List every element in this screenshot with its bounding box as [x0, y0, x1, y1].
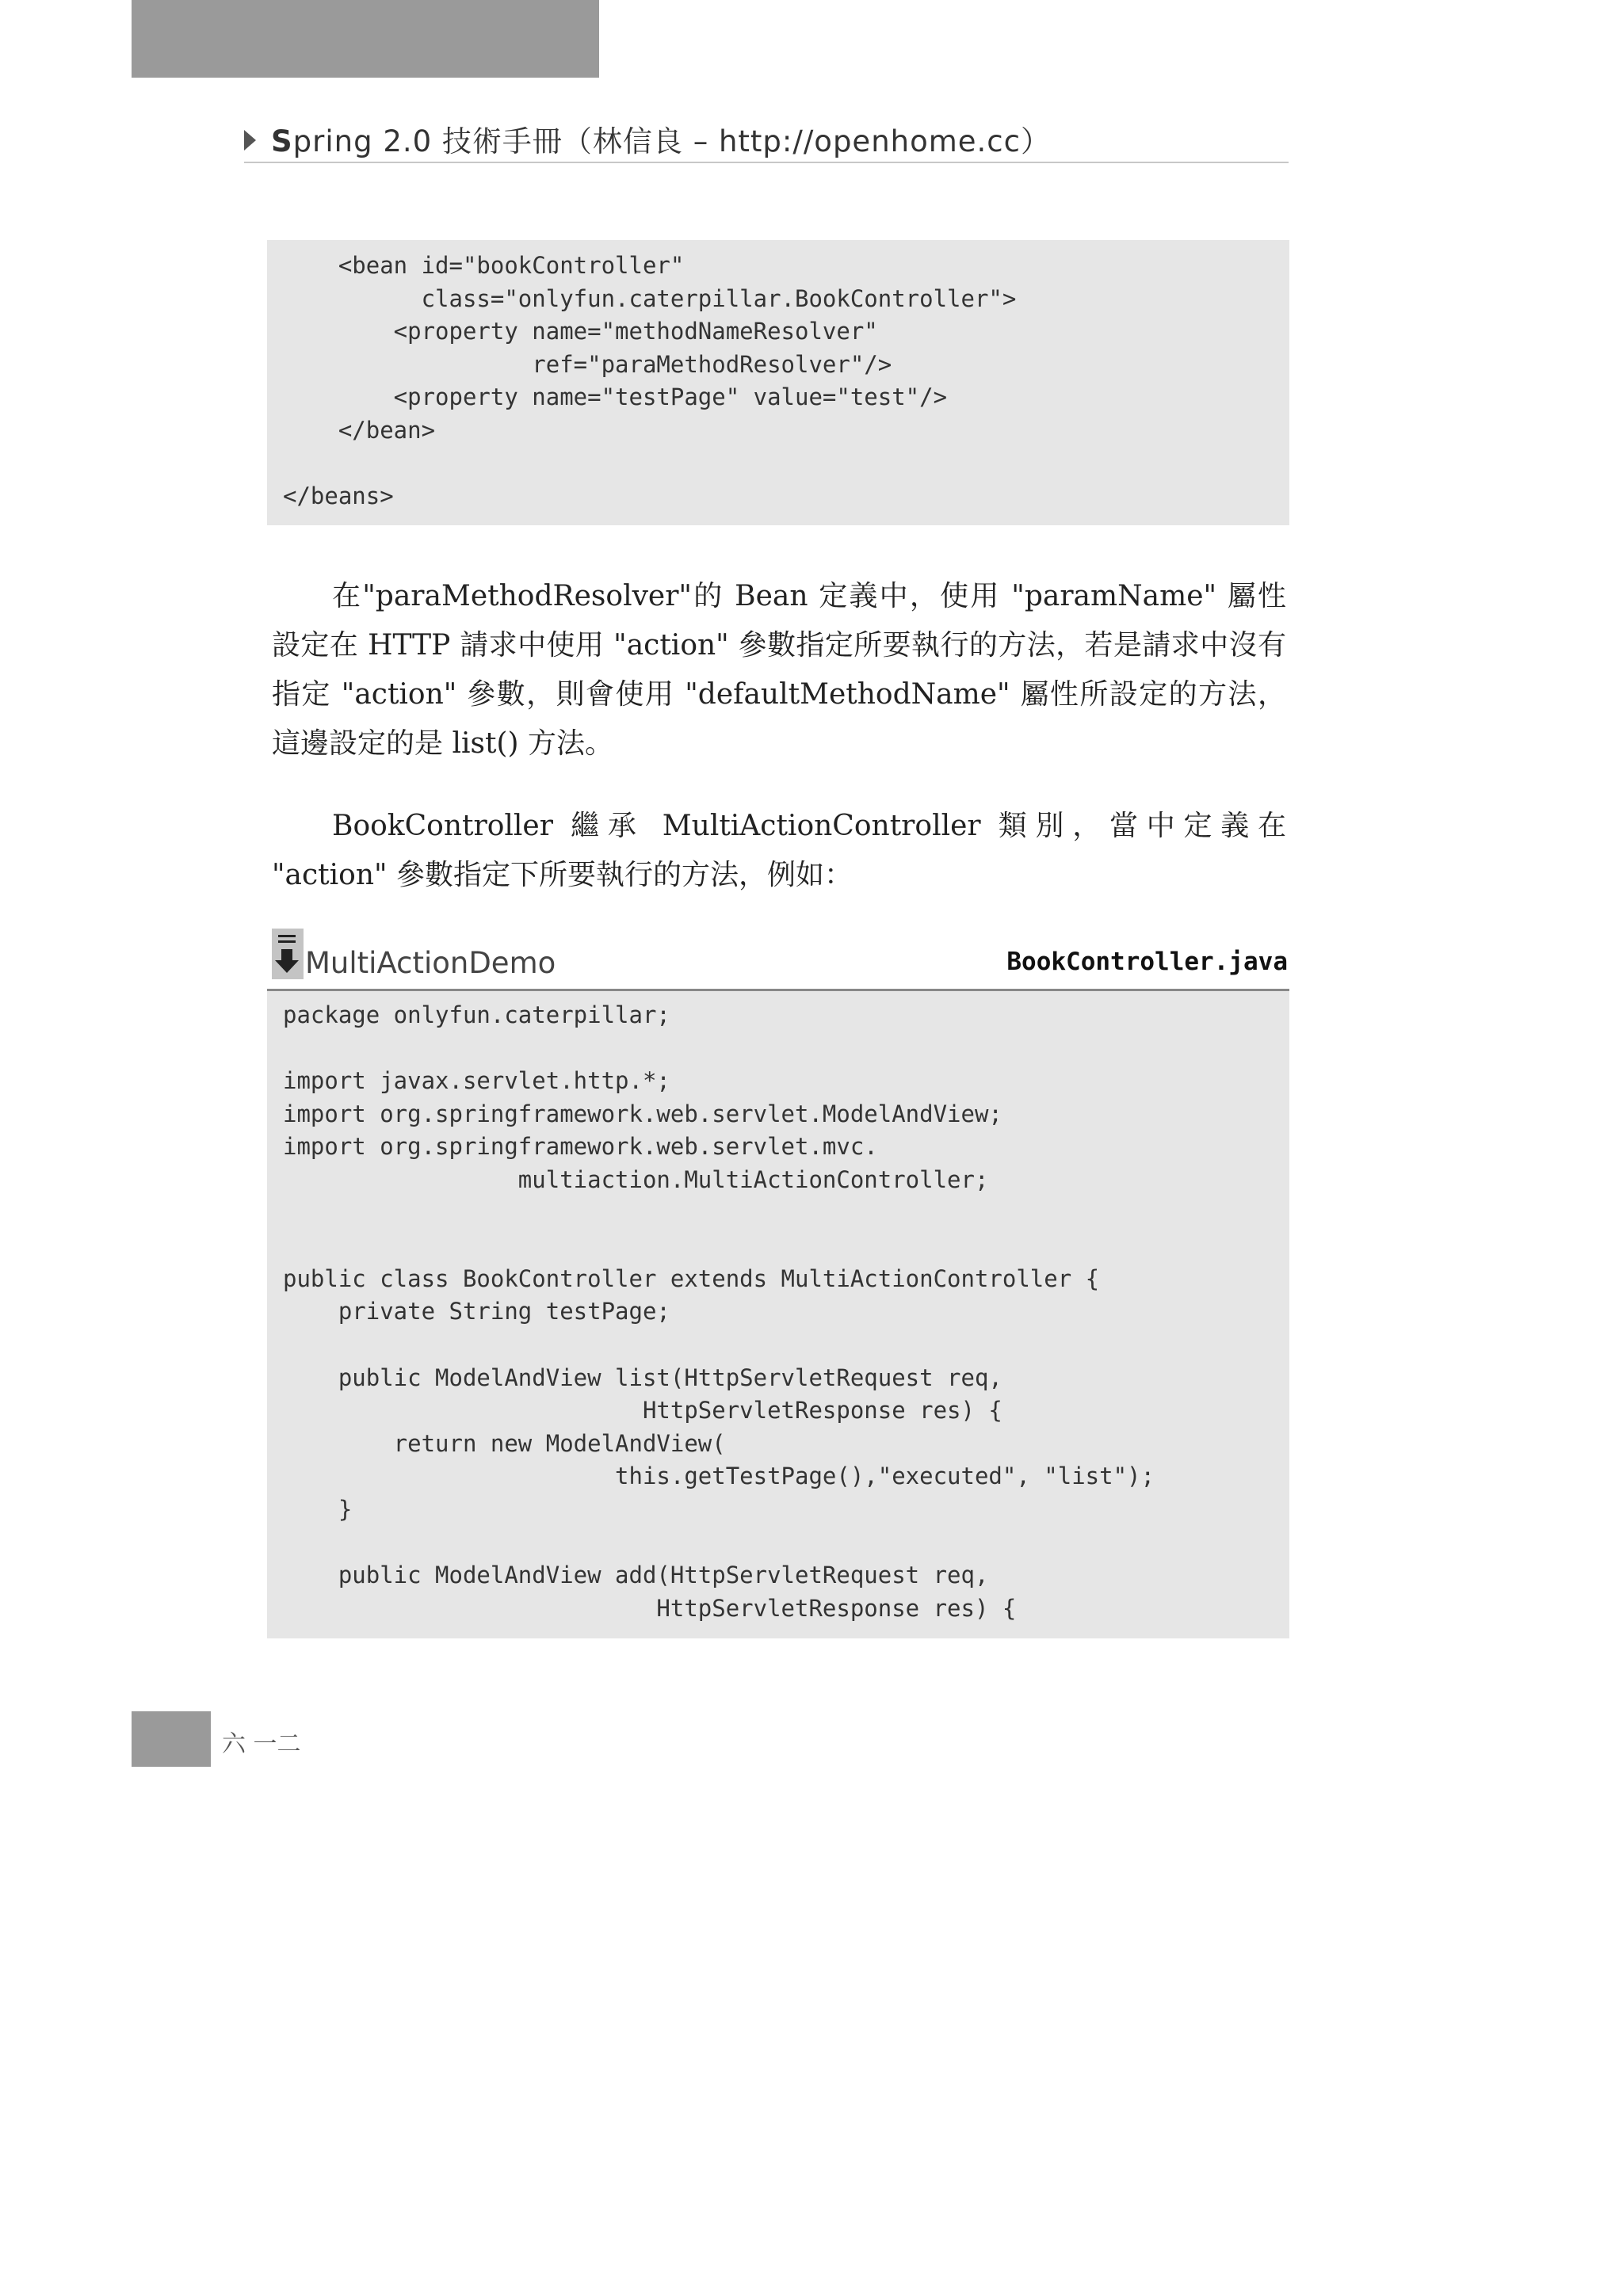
header-title-rest: pring 2.0 技術手冊（林信良 – http://openhome.cc） [292, 124, 1051, 158]
code-block-java [267, 989, 1289, 1638]
header-title-initial: S [271, 124, 293, 158]
listing-project-name: MultiActionDemo [305, 946, 556, 980]
running-header [244, 117, 1289, 163]
footer-page-tab [132, 1711, 211, 1767]
header-arrow-icon [244, 130, 256, 151]
body-paragraph: 在"paraMethodResolver"的 Bean 定義中，使用 "paramName" 屬性設定在 HTTP 請求中使用 "action" 參數指定所要執行的方法，若是請求中沒有指定 "action" 參數，則會使用 "defaultMethodName" 屬性所設定的方法，這邊設定的是 list() 方法。 [272, 580, 1286, 760]
code-text: <bean id="bookController" class="onlyfun.caterpillar.BookController"> <property name="methodNameResolver" ref="paraMethodResolver"/> <property name="testPage" value="test"/> </bean> </beans> [283, 252, 1017, 510]
code-block-xml [267, 240, 1289, 525]
download-icon [272, 929, 304, 979]
body-paragraph: BookController 繼承 MultiActionController 類別，當中定義在 "action" 參數指定下所要執行的方法，例如： [272, 810, 1286, 891]
page-number: 六 一二 [222, 1730, 301, 1758]
code-text: package onlyfun.caterpillar; import javax.servlet.http.*; import org.springframework.web.servlet.ModelAndView; import org.springframework.web.servlet.mvc. multiaction.MultiActionController; public class BookController extends MultiActionController { private String testPage; public ModelAndView list(HttpServletRequest req, HttpServletResponse res) { return new ModelAndView( this.getTestPage(),"executed", "list"); } public ModelAndView add(HttpServletRequest req, HttpServletResponse res) { [283, 1001, 1155, 1622]
header-title [271, 117, 1051, 160]
listing-filename: BookController.java [1006, 948, 1288, 976]
top-page-tab [132, 0, 599, 78]
listing-header [272, 929, 1289, 987]
